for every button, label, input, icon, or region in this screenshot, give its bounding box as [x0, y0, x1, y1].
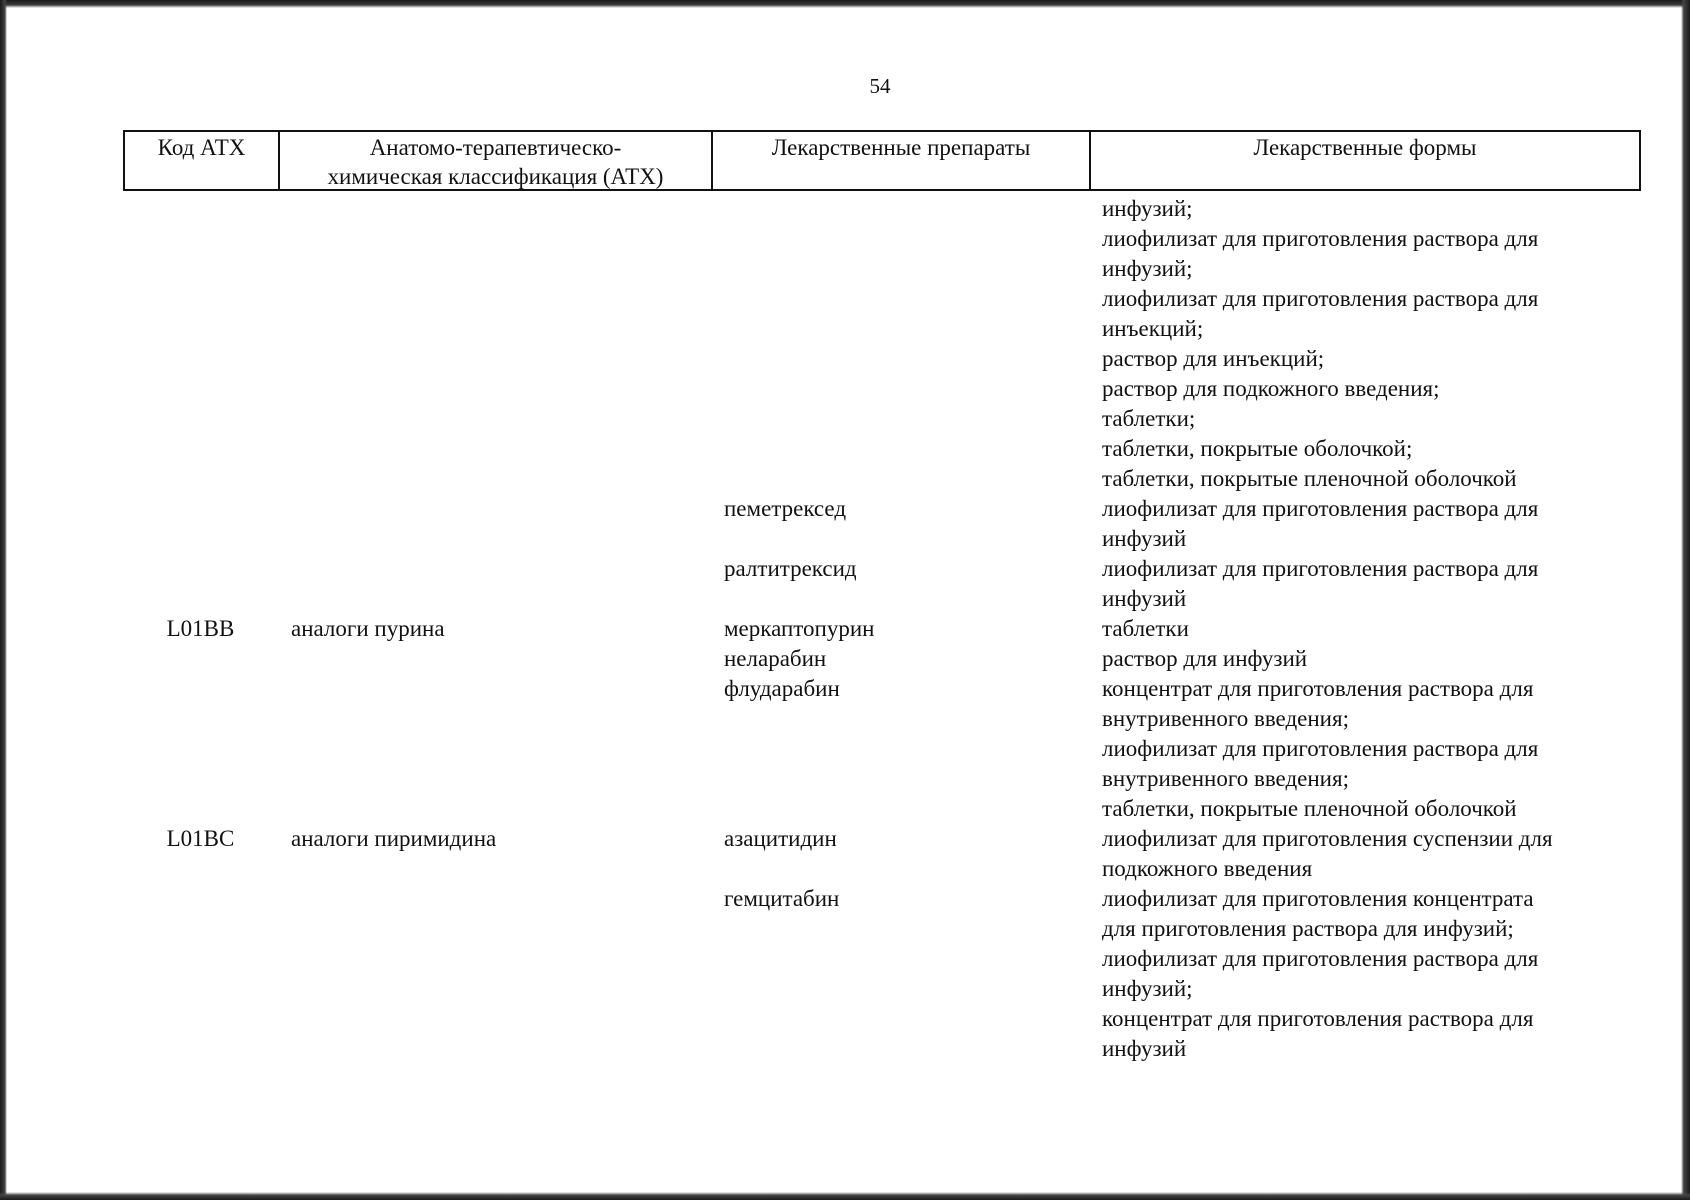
- atc-code: [123, 644, 278, 674]
- drug-name: пеметрексед: [724, 496, 847, 521]
- header-classification-line: Анатомо-терапевтическо-: [369, 135, 622, 160]
- atc-code: [123, 194, 278, 494]
- table-row: [123, 614, 1641, 644]
- dosage-form-line: лиофилизат для приготовления суспензии для: [1102, 826, 1553, 851]
- dosage-form-line: внутривенного введения;: [1102, 706, 1349, 731]
- drug-name: [711, 194, 1089, 494]
- page-number: 54: [869, 74, 891, 98]
- header-classification: [280, 132, 713, 189]
- dosage-form-line: таблетки, покрытые пленочной оболочкой: [1102, 466, 1517, 491]
- dosage-form-line: инъекций;: [1102, 316, 1204, 341]
- table-row: [123, 554, 1641, 614]
- dosage-forms: [1089, 494, 1641, 554]
- table-row: [123, 824, 1641, 884]
- dosage-form-line: для приготовления раствора для инфузий;: [1102, 916, 1514, 941]
- dosage-forms: [1089, 554, 1641, 614]
- atc-code: [123, 884, 278, 1064]
- dosage-form-line: лиофилизат для приготовления раствора для: [1102, 556, 1539, 581]
- dosage-form-line: раствор для инфузий: [1102, 646, 1308, 671]
- dosage-forms: [1089, 644, 1641, 674]
- table-row: [123, 674, 1641, 824]
- atc-group: аналоги пиримидина: [291, 826, 497, 851]
- atc-group: [278, 554, 711, 614]
- dosage-form-line: инфузий;: [1102, 196, 1193, 221]
- atc-group: [278, 194, 711, 494]
- table-body: [123, 194, 1641, 1064]
- header-code: Код АТХ: [125, 132, 280, 189]
- dosage-forms: [1089, 674, 1641, 824]
- header-forms: Лекарственные формы: [1253, 135, 1477, 160]
- dosage-forms: [1089, 884, 1641, 1064]
- dosage-forms: [1089, 824, 1641, 884]
- drug-name: гемцитабин: [724, 886, 840, 911]
- header-drugs: Лекарственные препараты: [713, 132, 1091, 189]
- table-header: [123, 130, 1641, 191]
- dosage-form-line: раствор для инъекций;: [1102, 346, 1325, 371]
- dosage-form-line: концентрат для приготовления раствора для: [1102, 1006, 1534, 1031]
- drug-name: ралтитрексид: [724, 556, 857, 581]
- table-row: [123, 884, 1641, 1064]
- drug-name: неларабин: [724, 646, 827, 671]
- dosage-form-line: лиофилизат для приготовления раствора для: [1102, 226, 1539, 251]
- dosage-form-line: инфузий: [1102, 586, 1187, 611]
- table-row: [123, 644, 1641, 674]
- atc-code: L01BC: [166, 826, 235, 851]
- atc-code: [123, 554, 278, 614]
- dosage-form-line: подкожного введения: [1102, 856, 1313, 881]
- dosage-form-line: внутривенного введения;: [1102, 766, 1349, 791]
- atc-group: [278, 644, 711, 674]
- dosage-form-line: инфузий;: [1102, 256, 1193, 281]
- drug-name: азацитидин: [724, 826, 837, 851]
- scan-border-right: [1681, 0, 1690, 1200]
- dosage-form-line: лиофилизат для приготовления раствора для: [1102, 286, 1539, 311]
- atc-group: аналоги пурина: [291, 616, 445, 641]
- atc-code: [123, 494, 278, 554]
- dosage-form-line: лиофилизат для приготовления раствора для: [1102, 946, 1539, 971]
- atc-group: [278, 494, 711, 554]
- dosage-form-line: таблетки;: [1102, 406, 1196, 431]
- scan-border-left: [0, 0, 7, 1200]
- dosage-form-line: таблетки, покрытые пленочной оболочкой: [1102, 796, 1517, 821]
- header-classification-line: химическая классификация (АТХ): [327, 164, 664, 189]
- dosage-form-line: таблетки: [1102, 616, 1189, 641]
- dosage-form-line: инфузий;: [1102, 976, 1193, 1001]
- table-row: [123, 494, 1641, 554]
- dosage-form-line: таблетки, покрытые оболочкой;: [1102, 436, 1413, 461]
- dosage-form-line: инфузий: [1102, 1036, 1187, 1061]
- dosage-form-line: лиофилизат для приготовления раствора для: [1102, 736, 1539, 761]
- drug-name: флударабин: [724, 676, 840, 701]
- dosage-form-line: лиофилизат для приготовления концентрата: [1102, 886, 1534, 911]
- dosage-form-line: лиофилизат для приготовления раствора для: [1102, 496, 1539, 521]
- atc-group: [278, 884, 711, 1064]
- atc-code: [123, 674, 278, 824]
- drug-name: меркаптопурин: [724, 616, 875, 641]
- dosage-form-line: инфузий: [1102, 526, 1187, 551]
- scan-border-bottom: [0, 1192, 1690, 1200]
- scan-border-top: [0, 0, 1690, 8]
- dosage-forms: [1089, 194, 1641, 494]
- table-row: [123, 194, 1641, 494]
- dosage-form-line: раствор для подкожного введения;: [1102, 376, 1440, 401]
- dosage-form-line: концентрат для приготовления раствора для: [1102, 676, 1534, 701]
- atc-code: L01BB: [166, 616, 235, 641]
- atc-group: [278, 674, 711, 824]
- dosage-forms: [1089, 614, 1641, 644]
